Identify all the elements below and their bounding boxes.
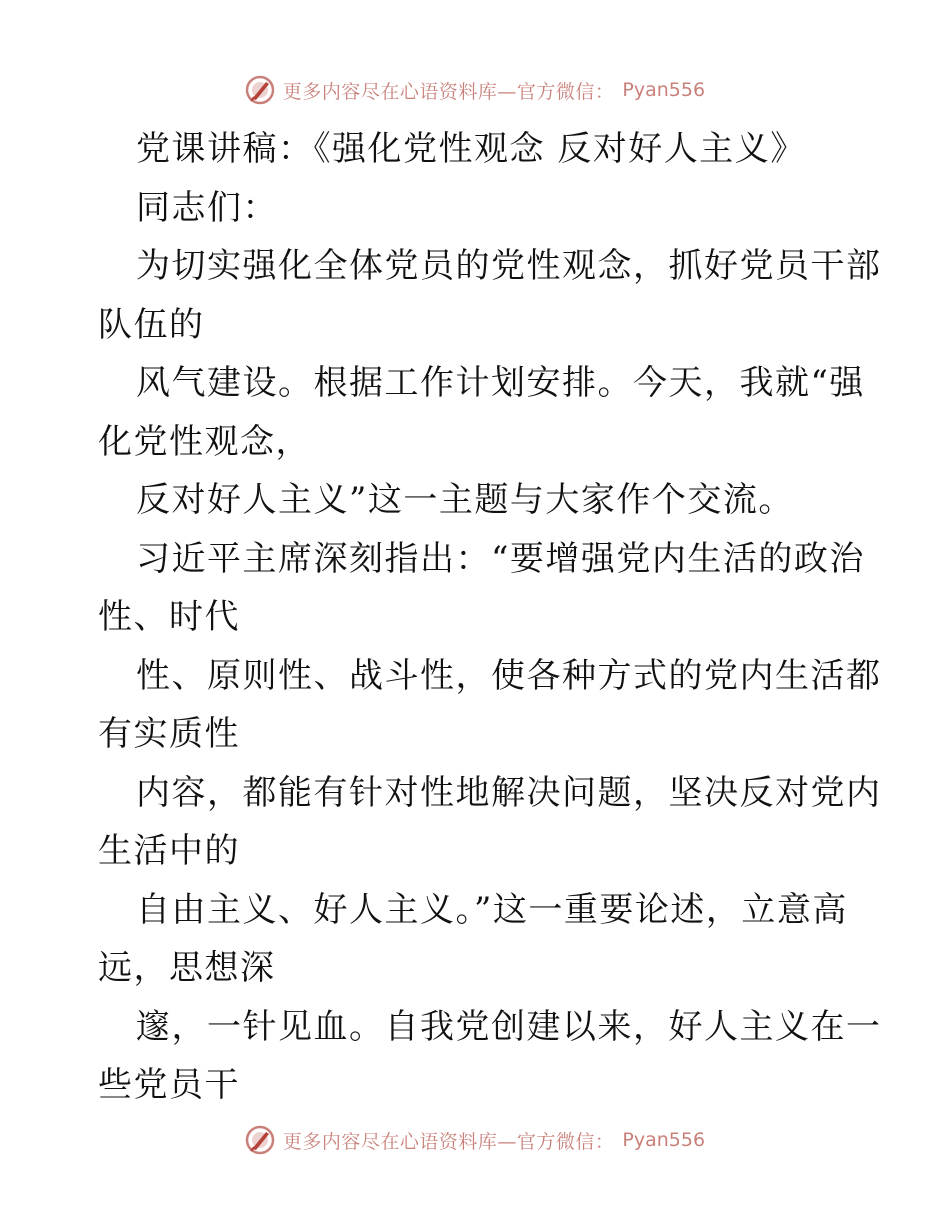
text-line: 队伍的	[98, 304, 205, 345]
banner-wechat-id: Pyan556	[622, 79, 706, 101]
text-line: 生活中的	[98, 831, 240, 871]
text-line: 为切实强化全体党员的党性观念，抓好党员干部	[136, 246, 882, 286]
footer-banner-content	[245, 1125, 705, 1155]
text-line: 些党员干	[98, 1065, 240, 1105]
text-line: 习近平主席深刻指出：“要增强党内生活的政治	[136, 538, 865, 579]
quill-seal-icon	[245, 1125, 275, 1155]
footer-banner	[0, 1120, 950, 1160]
text-line: 远，思想深	[98, 948, 276, 988]
banner-wechat-id: Pyan556	[622, 1129, 706, 1151]
text-line: 邃，一针见血。自我党创建以来，好人主义在一	[136, 1006, 882, 1047]
text-line: 同志们：	[136, 187, 278, 228]
quill-seal-icon	[245, 75, 275, 105]
text-line: 风气建设。根据工作计划安排。今天，我就“强	[136, 363, 865, 403]
banner-text: 更多内容尽在心语资料库—官方微信：	[282, 80, 615, 103]
header-banner-content	[245, 75, 705, 105]
text-line: 性、原则性、战斗性，使各种方式的党内生活都	[136, 655, 882, 696]
banner-text: 更多内容尽在心语资料库—官方微信：	[282, 1130, 615, 1153]
document-title: 党课讲稿：《强化党性观念 反对好人主义》	[136, 129, 806, 169]
header-banner	[0, 70, 950, 110]
text-line: 反对好人主义”这一主题与大家作个交流。	[136, 480, 794, 520]
document-body	[98, 120, 882, 1115]
text-line: 性、时代	[98, 597, 240, 637]
text-line: 化党性观念，	[98, 421, 311, 462]
text-line: 内容，都能有针对性地解决问题，坚决反对党内	[136, 772, 882, 813]
text-line: 有实质性	[98, 714, 240, 754]
text-line: 自由主义、好人主义。”这一重要论述，立意高	[136, 889, 848, 930]
